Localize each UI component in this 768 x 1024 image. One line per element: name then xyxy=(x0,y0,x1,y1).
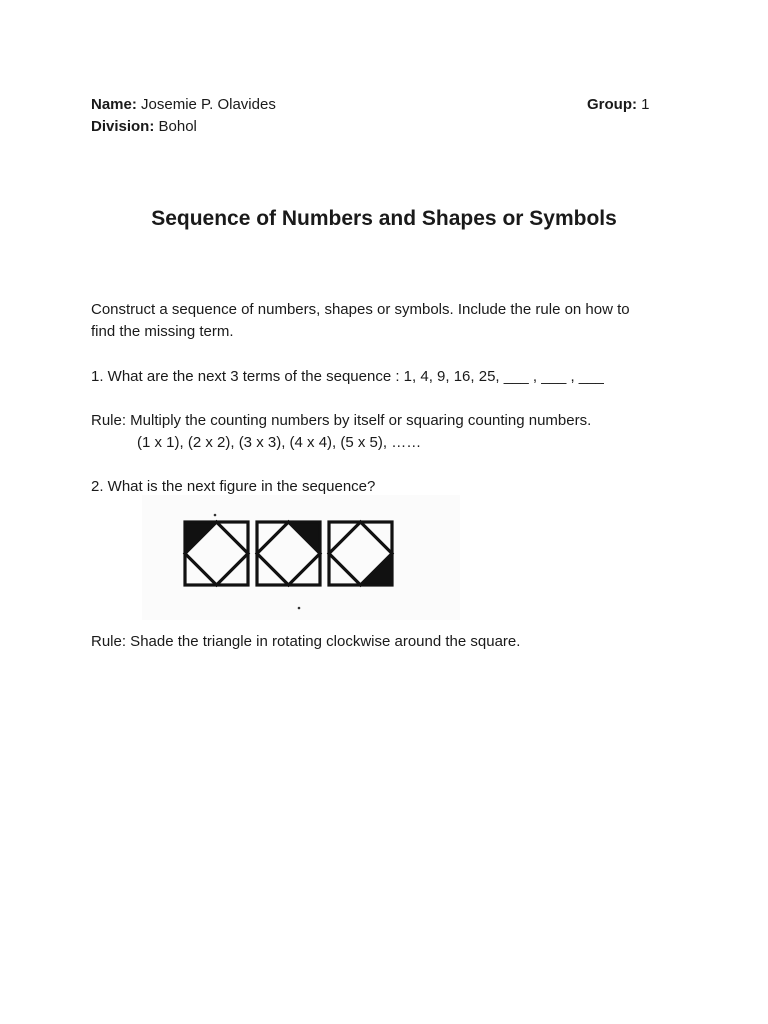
sequence-figure-2 xyxy=(257,522,320,585)
figure-sequence-image xyxy=(142,495,460,620)
division-value: Bohol xyxy=(158,118,197,135)
division-label: Division: xyxy=(91,118,155,135)
sequence-figure-1 xyxy=(185,522,248,585)
intro-line-2: find the missing term. xyxy=(91,323,234,340)
group-label: Group: xyxy=(587,96,637,113)
intro-line-1: Construct a sequence of numbers, shapes or symbols. Include the rule on how to xyxy=(91,301,630,318)
page-title: Sequence of Numbers and Shapes or Symbols xyxy=(151,207,617,230)
name-value: Josemie P. Olavides xyxy=(141,96,276,113)
scan-speck xyxy=(214,514,217,517)
question-2-text: 2. What is the next figure in the sequence? xyxy=(91,478,376,495)
figure-sequence xyxy=(142,495,460,620)
question-1-rule: Rule: Multiply the counting numbers by itself or squaring counting numbers. xyxy=(91,412,592,429)
group-value: 1 xyxy=(641,96,650,113)
division-line xyxy=(91,118,197,136)
name-line xyxy=(91,96,276,114)
question-1-rule-detail: (1 x 1), (2 x 2), (3 x 3), (4 x 4), (5 x 5), …… xyxy=(137,434,422,451)
sequence-figure-3 xyxy=(329,522,392,585)
scan-speck xyxy=(298,607,301,610)
group-line xyxy=(587,96,650,114)
name-label: Name: xyxy=(91,96,137,113)
question-1-text: 1. What are the next 3 terms of the sequence : 1, 4, 9, 16, 25, ___ , ___ , ___ xyxy=(91,368,604,385)
question-2-rule: Rule: Shade the triangle in rotating clockwise around the square. xyxy=(91,633,521,650)
